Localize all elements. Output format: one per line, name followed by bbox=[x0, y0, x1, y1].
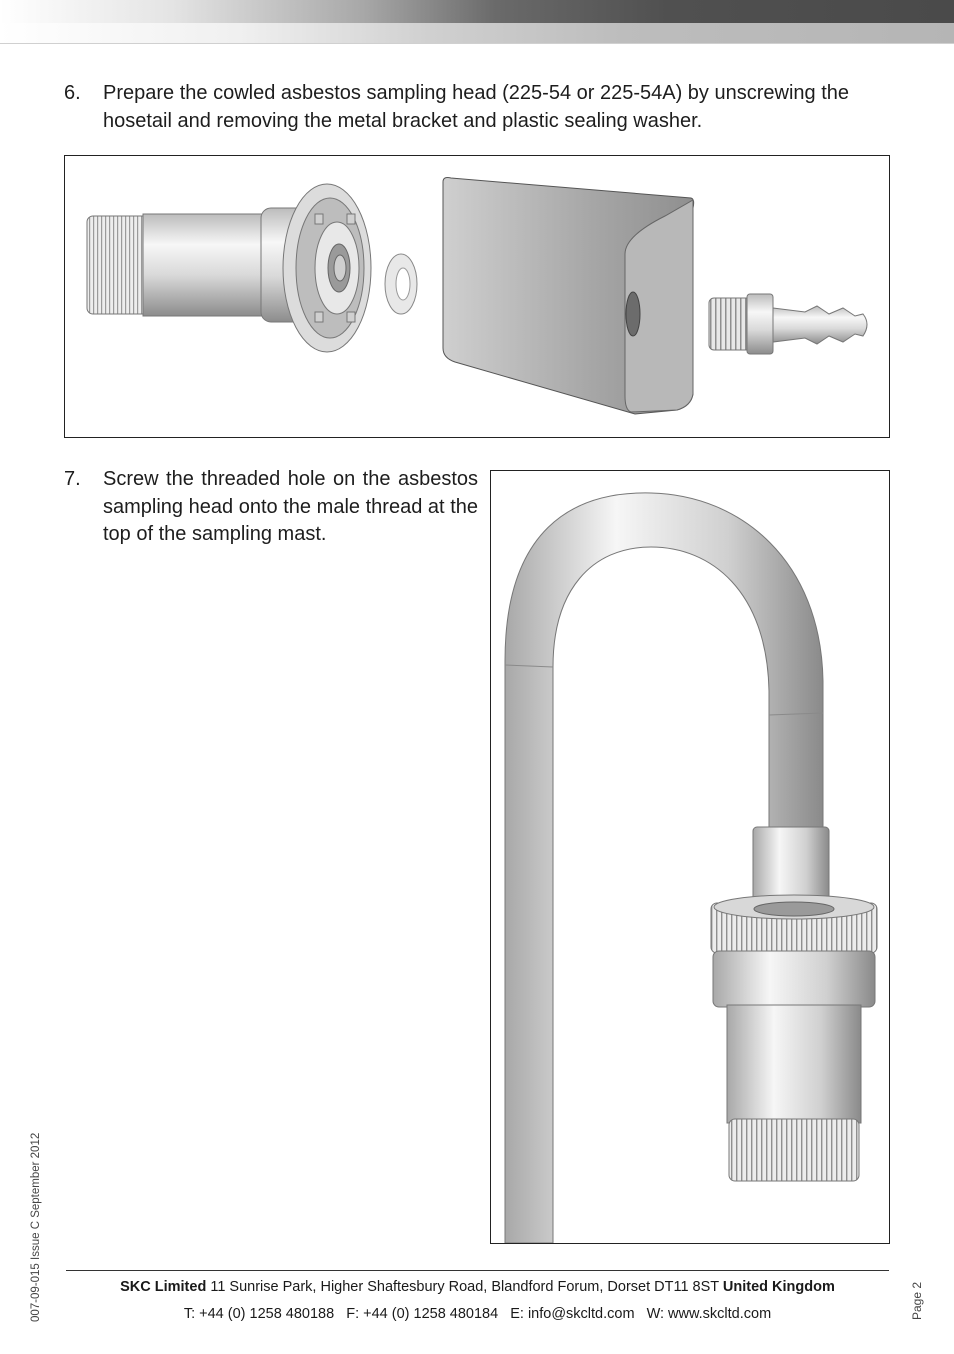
company-address: 11 Sunrise Park, Higher Shaftesbury Road, Blandford Forum, Dorset DT11 8ST bbox=[210, 1279, 719, 1295]
hosetail-barb bbox=[773, 306, 867, 344]
exploded-sampling-head-figure bbox=[64, 155, 890, 438]
document-reference: 007-09-015 Issue C September 2012 bbox=[30, 1132, 42, 1322]
knurled-end bbox=[87, 216, 149, 314]
header-bar-secondary bbox=[0, 23, 954, 43]
head-body bbox=[143, 214, 263, 316]
footer-tel: T: +44 (0) 1258 480188 bbox=[183, 1306, 335, 1322]
hosetail-thread bbox=[709, 298, 751, 350]
step-text: Prepare the cowled asbestos sampling head (225-54 or 225-54A) by unscrewing the hosetail and removing the metal bracket and plastic sealing washer. bbox=[103, 82, 849, 132]
company-country: United Kingdom bbox=[722, 1279, 835, 1295]
page-number: Page 2 bbox=[910, 1281, 924, 1320]
step-number: 7. bbox=[64, 468, 81, 490]
footer-fax: F: +44 (0) 1258 480184 bbox=[346, 1306, 499, 1322]
company-name: SKC Limited bbox=[120, 1279, 207, 1295]
footer-contacts bbox=[66, 1306, 889, 1322]
footer-email[interactable]: E: info@skcltd.com bbox=[510, 1306, 635, 1322]
step-number: 6. bbox=[64, 82, 81, 104]
header-divider bbox=[0, 43, 954, 44]
footer-web[interactable]: W: www.skcltd.com bbox=[646, 1306, 772, 1322]
knurled-end bbox=[729, 1119, 859, 1181]
sampling-mast-figure bbox=[490, 470, 890, 1244]
footer-divider bbox=[66, 1270, 889, 1271]
header-bar bbox=[0, 0, 954, 23]
head-body bbox=[713, 951, 875, 1007]
footer-address bbox=[66, 1279, 889, 1295]
step-text: Screw the threaded hole on the asbestos sampling head onto the male thread at the top of the sampling mast. bbox=[103, 468, 478, 545]
